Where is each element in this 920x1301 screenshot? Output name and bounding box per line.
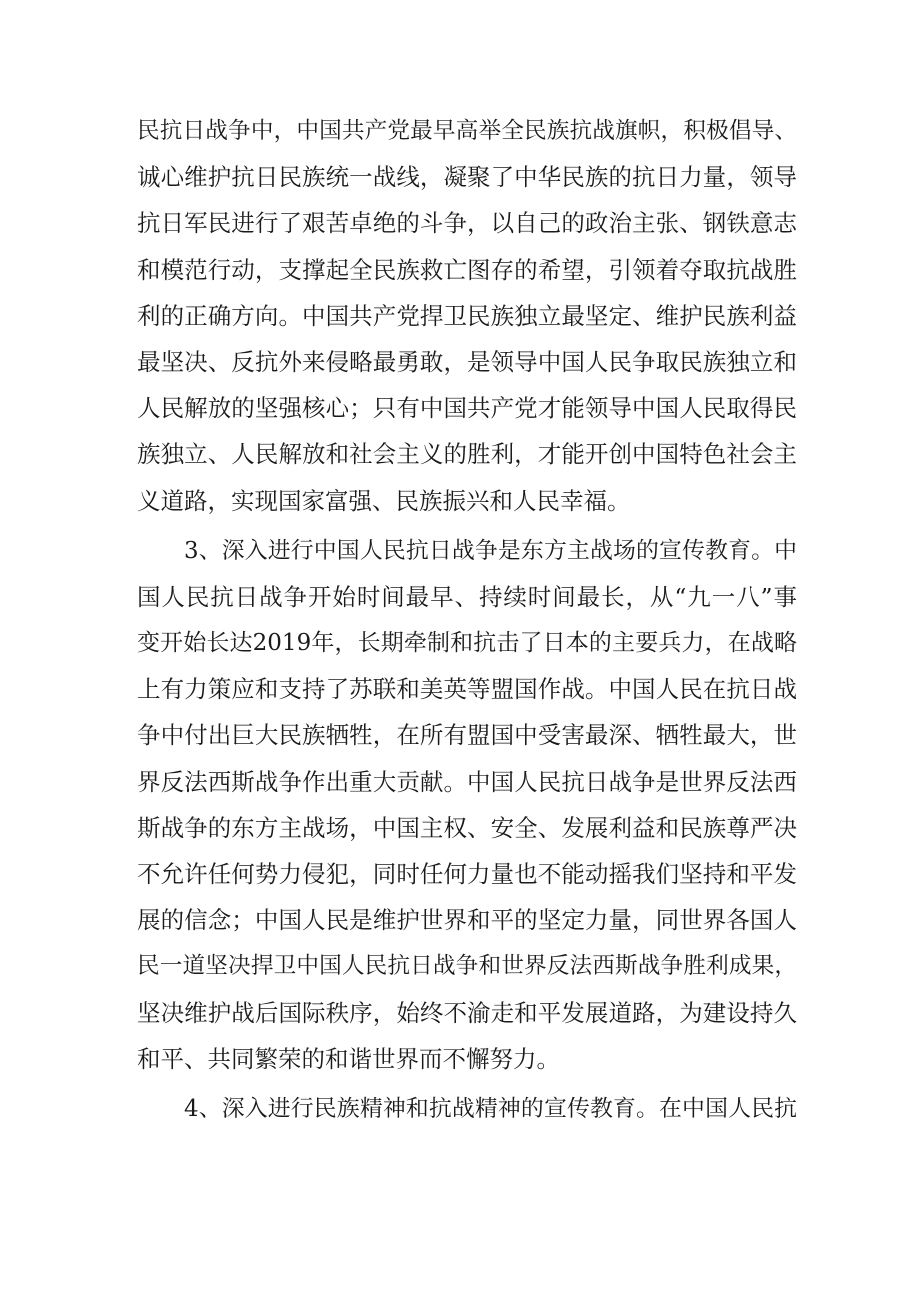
text-line: 上有力策应和支持了苏联和美英等盟国作战。中国人民在抗日战 <box>137 675 797 704</box>
paragraph-1 <box>137 108 797 524</box>
text-line: 4、深入进行民族精神和抗战精神的宣传教育。在中国人民抗 <box>184 1095 797 1122</box>
paragraph-2 <box>137 528 797 1082</box>
document-body <box>137 108 797 1132</box>
text-line: 最坚决、反抗外来侵略最勇敢，是领导中国人民争取民族独立和 <box>137 347 797 376</box>
text-line: 争中付出巨大民族牺牲，在所有盟国中受害最深、牺牲最大，世 <box>137 721 797 750</box>
text-line: 变开始长达2019年，长期牵制和抗击了日本的主要兵力，在战略 <box>137 630 797 657</box>
text-line: 不允许任何势力侵犯，同时任何力量也不能动摇我们坚持和平发 <box>137 860 797 888</box>
text-line: 诚心维护抗日民族统一战线，凝聚了中华民族的抗日力量，领导 <box>137 163 797 192</box>
text-line: 利的正确方向。中国共产党捍卫民族独立最坚定、维护民族利益 <box>137 301 797 330</box>
text-line: 义道路，实现国家富强、民族振兴和人民幸福。 <box>137 486 631 515</box>
text-line: 和平、共同繁荣的和谐世界而不懈努力。 <box>137 1044 560 1073</box>
text-line: 民一道坚决捍卫中国人民抗日战争和世界反法西斯战争胜利成果， <box>137 953 797 980</box>
text-line: 族独立、人民解放和社会主义的胜利，才能开创中国特色社会主 <box>137 440 797 469</box>
text-line: 界反法西斯战争作出重大贡献。中国人民抗日战争是世界反法西 <box>137 767 797 796</box>
text-line: 3、深入进行中国人民抗日战争是东方主战场的宣传教育。中 <box>184 537 797 564</box>
text-line: 斯战争的东方主战场，中国主权、安全、发展利益和民族尊严决 <box>137 813 797 842</box>
text-line: 抗日军民进行了艰苦卓绝的斗争，以自己的政治主张、钢铁意志 <box>137 209 797 238</box>
text-line: 和模范行动，支撑起全民族救亡图存的希望，引领着夺取抗战胜 <box>137 255 797 284</box>
text-line: 人民解放的坚强核心；只有中国共产党才能领导中国人民取得民 <box>137 394 797 423</box>
text-line: 民抗日战争中，中国共产党最早高举全民族抗战旗帜，积极倡导、 <box>137 118 797 144</box>
text-line: 展的信念；中国人民是维护世界和平的坚定力量，同世界各国人 <box>137 906 797 935</box>
paragraph-3 <box>137 1086 797 1132</box>
text-line: 坚决维护战后国际秩序，始终不渝走和平发展道路，为建设持久 <box>137 998 797 1027</box>
text-line: 国人民抗日战争开始时间最早、持续时间最长，从“九一八”事 <box>137 582 797 611</box>
